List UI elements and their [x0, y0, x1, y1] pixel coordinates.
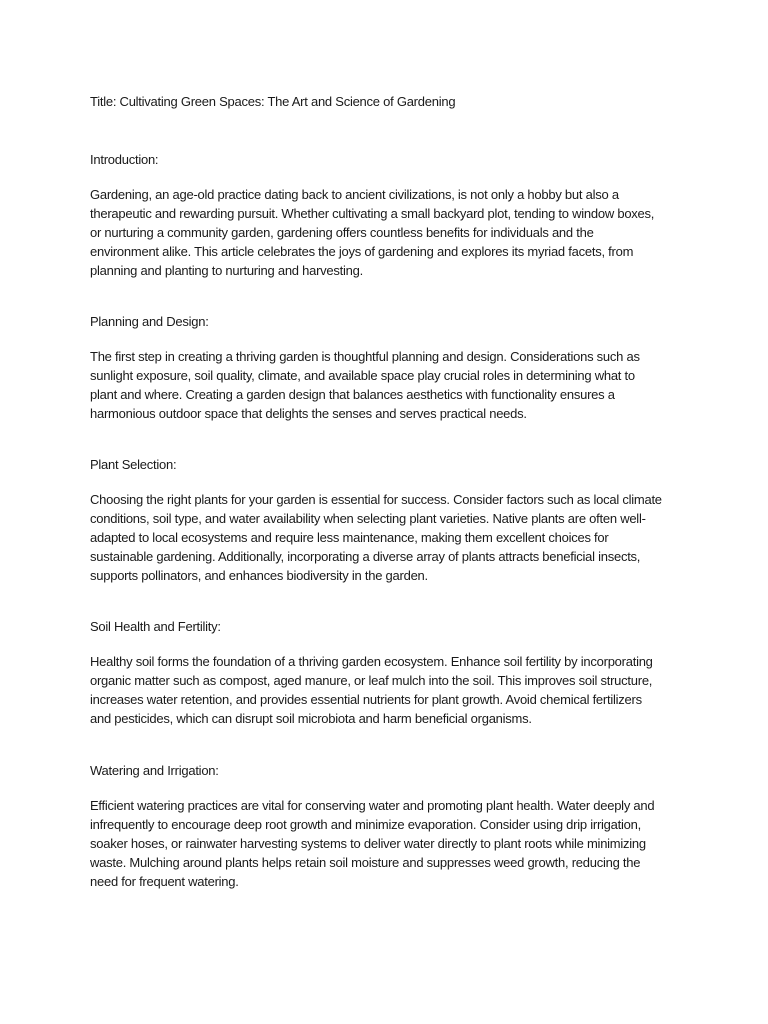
- paragraph-line: The first step in creating a thriving garden is thoughtful planning and design. Considerations such as: [90, 349, 640, 364]
- paragraph-line: environment alike. This article celebrates the joys of gardening and explores its myriad facets, from: [90, 244, 634, 259]
- paragraph-line: Choosing the right plants for your garden is essential for success. Consider factors such as local climate: [90, 492, 662, 507]
- document-title: Title: Cultivating Green Spaces: The Art and Science of Gardening: [90, 94, 456, 109]
- section-plant-selection: [90, 455, 680, 585]
- paragraph-line: adapted to local ecosystems and require less maintenance, making them excellent choices for: [90, 530, 609, 545]
- paragraph-line: harmonious outdoor space that delights the senses and serves practical needs.: [90, 406, 527, 421]
- paragraph-line: therapeutic and rewarding pursuit. Whether cultivating a small backyard plot, tending to window boxes,: [90, 206, 655, 221]
- section-paragraph: [90, 490, 680, 585]
- paragraph-line: sunlight exposure, soil quality, climate, and available space play crucial roles in determining what to: [90, 368, 635, 383]
- paragraph-line: infrequently to encourage deep root growth and minimize evaporation. Consider using drip irrigation,: [90, 817, 641, 832]
- paragraph-line: Efficient watering practices are vital for conserving water and promoting plant health. Water deeply and: [90, 798, 655, 813]
- section-heading: Plant Selection:: [90, 457, 177, 472]
- paragraph-line: Gardening, an age-old practice dating back to ancient civilizations, is not only a hobby but also a: [90, 187, 619, 202]
- section-heading: Planning and Design:: [90, 314, 209, 329]
- section-paragraph: [90, 347, 680, 423]
- paragraph-line: soaker hoses, or rainwater harvesting systems to deliver water directly to plant roots while minimizing: [90, 836, 646, 851]
- section-paragraph: [90, 796, 680, 891]
- paragraph-line: Healthy soil forms the foundation of a thriving garden ecosystem. Enhance soil fertility by incorporating: [90, 654, 653, 669]
- section-heading: Soil Health and Fertility:: [90, 619, 221, 634]
- paragraph-line: increases water retention, and provides essential nutrients for plant growth. Avoid chemical fertilizers: [90, 692, 642, 707]
- paragraph-line: waste. Mulching around plants helps retain soil moisture and suppresses weed growth, reducing the: [90, 855, 641, 870]
- paragraph-line: supports pollinators, and enhances biodiversity in the garden.: [90, 568, 428, 583]
- paragraph-line: and pesticides, which can disrupt soil microbiota and harm beneficial organisms.: [90, 711, 532, 726]
- section-watering-and-irrigation: [90, 761, 680, 891]
- section-introduction: [90, 150, 680, 280]
- section-soil-health-and-fertility: [90, 617, 680, 728]
- section-heading: Introduction:: [90, 152, 159, 167]
- paragraph-line: sustainable gardening. Additionally, incorporating a diverse array of plants attracts beneficial insects,: [90, 549, 641, 564]
- section-paragraph: [90, 185, 680, 280]
- paragraph-line: planning and planting to nurturing and harvesting.: [90, 263, 363, 278]
- paragraph-line: or nurturing a community garden, gardening offers countless benefits for individuals and the: [90, 225, 594, 240]
- section-planning-and-design: [90, 312, 680, 423]
- section-heading: Watering and Irrigation:: [90, 763, 219, 778]
- paragraph-line: plant and where. Creating a garden design that balances aesthetics with functionality ensures a: [90, 387, 615, 402]
- section-paragraph: [90, 652, 680, 728]
- paragraph-line: organic matter such as compost, aged manure, or leaf mulch into the soil. This improves soil structure,: [90, 673, 653, 688]
- paragraph-line: need for frequent watering.: [90, 874, 239, 889]
- paragraph-line: conditions, soil type, and water availability when selecting plant varieties. Native plants are often well-: [90, 511, 646, 526]
